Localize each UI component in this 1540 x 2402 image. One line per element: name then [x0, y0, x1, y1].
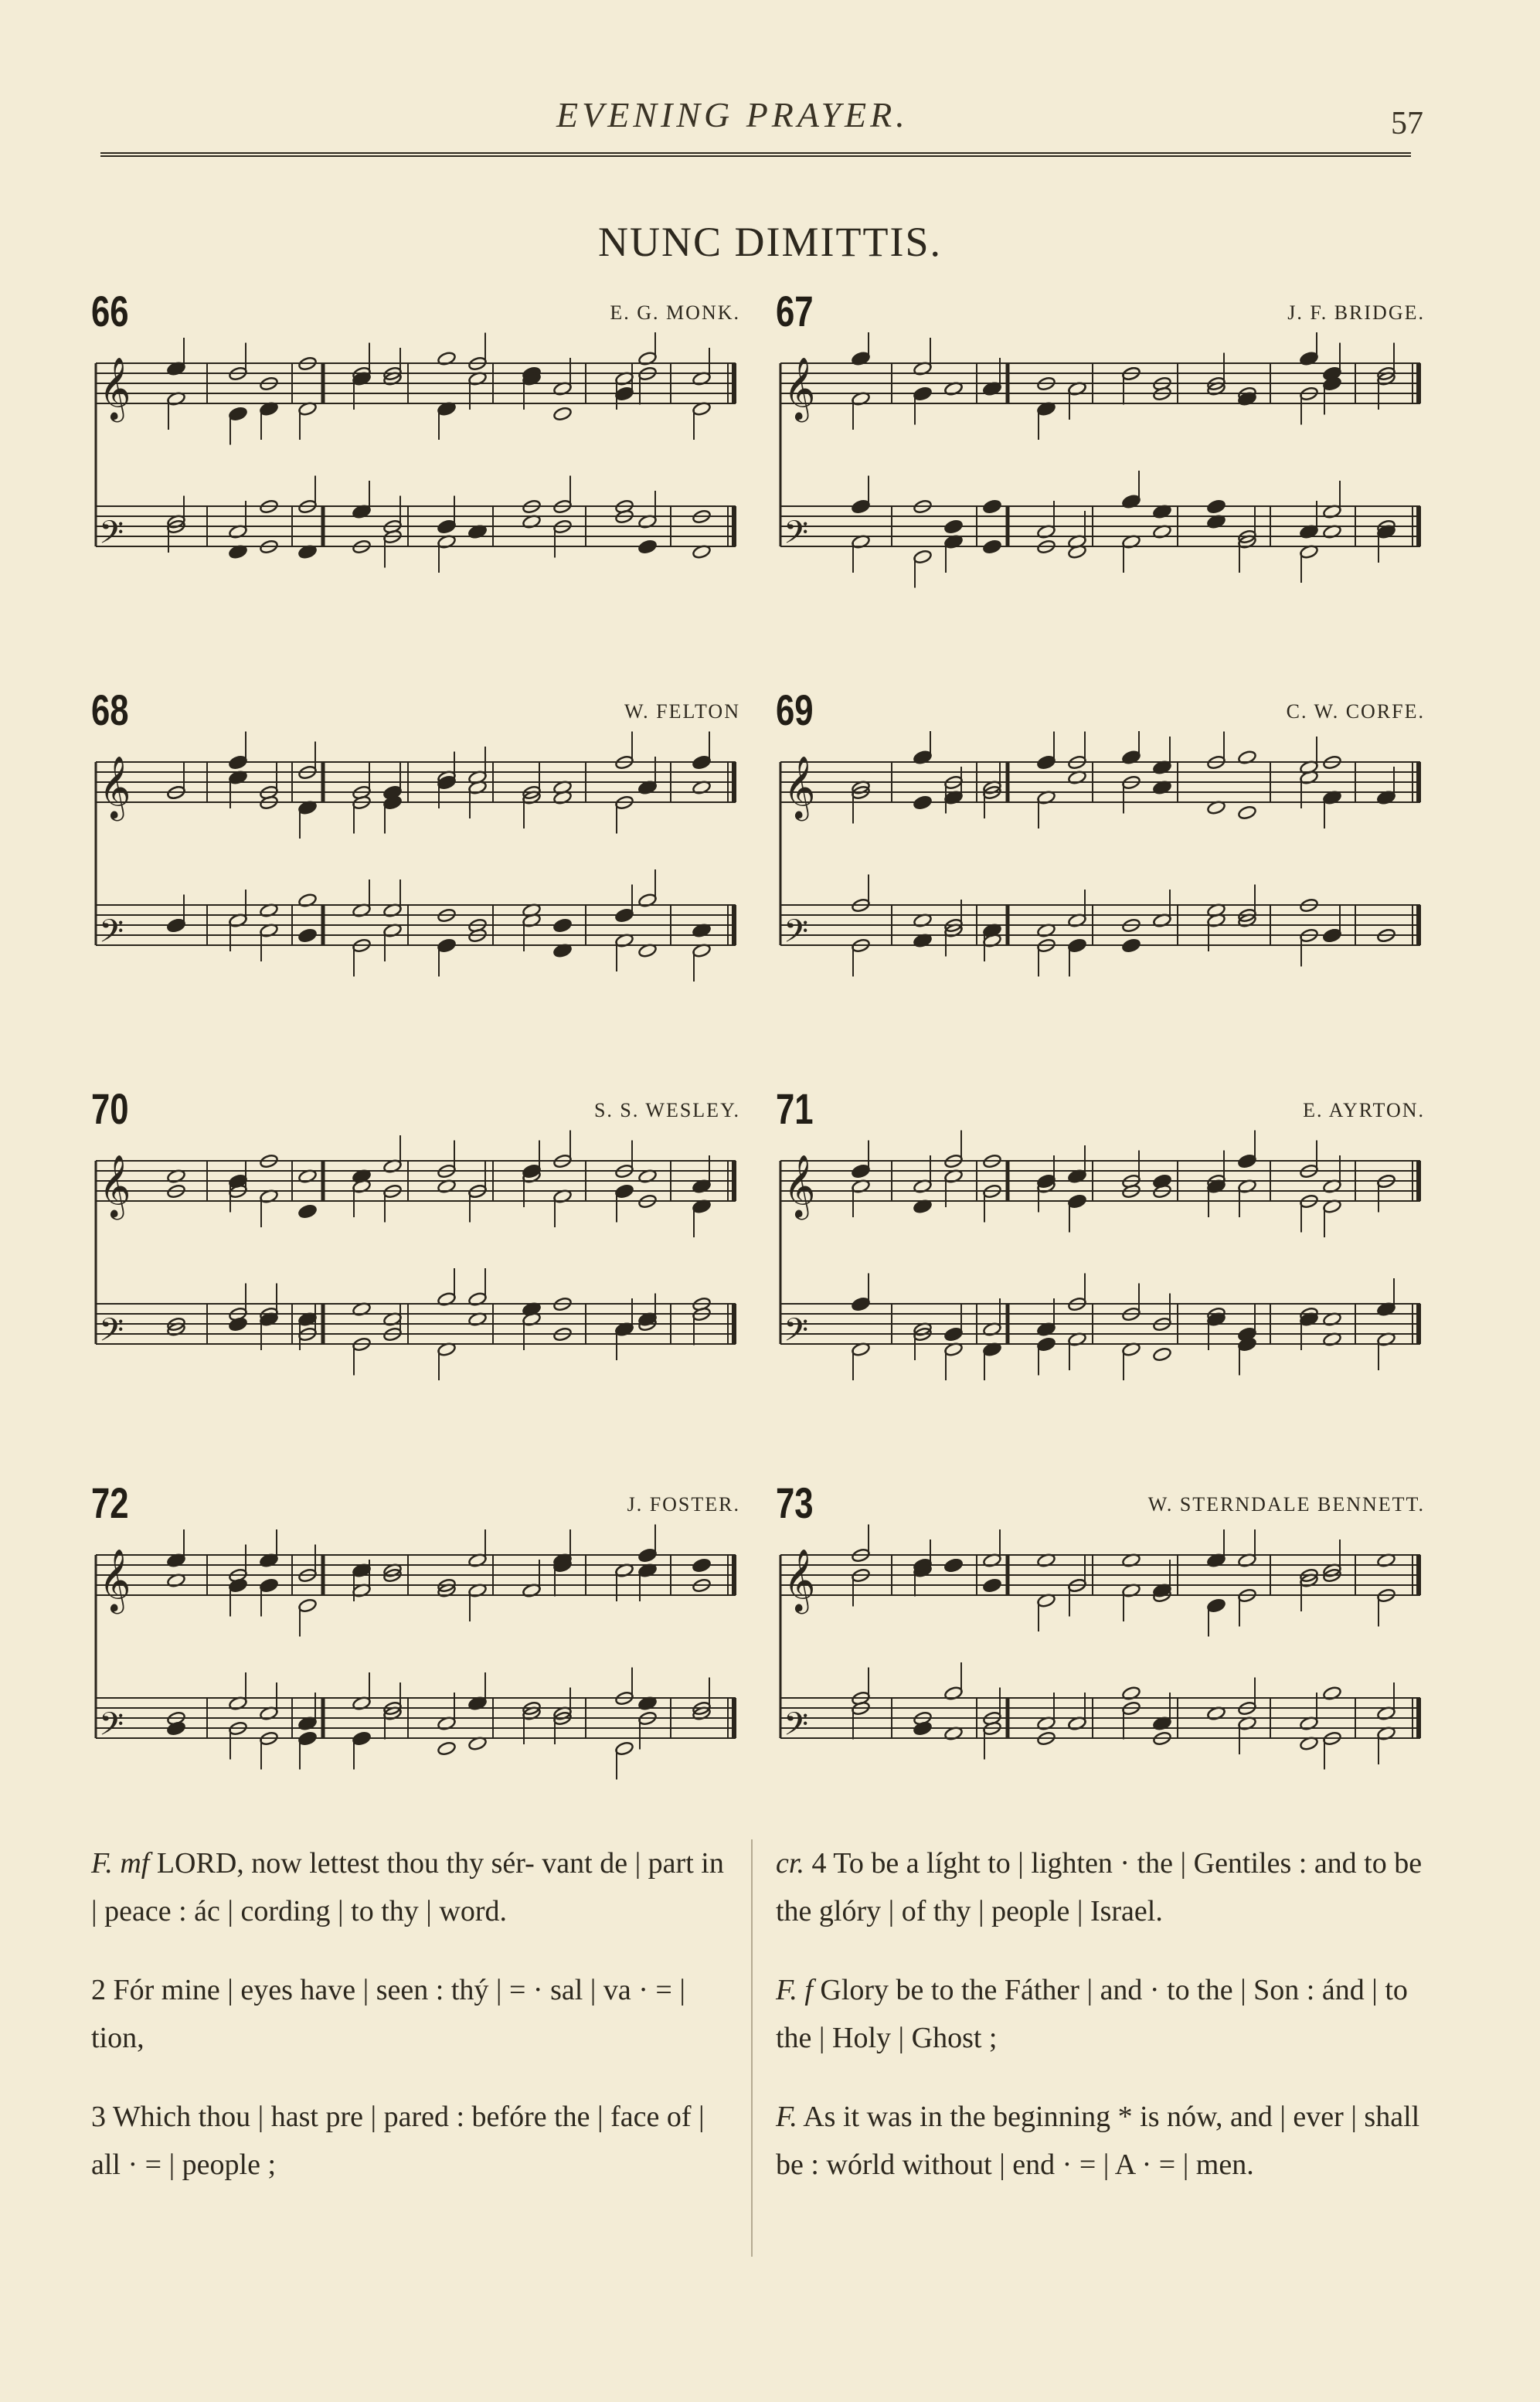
verse [776, 2093, 1425, 2189]
note-head [692, 1558, 711, 1574]
verse-text: 2 Fór mine | eyes have | seen : thý | = · sal | va · = | tion, [91, 1974, 685, 2054]
tune-number: 73 [776, 1478, 814, 1527]
composer-name: E. G. MONK. [610, 301, 740, 324]
chant-score [776, 1524, 1425, 1810]
composer-name: E. AYRTON. [1303, 1099, 1425, 1121]
note-head [437, 938, 456, 954]
composer-name: J. F. BRIDGE. [1287, 301, 1425, 324]
chant-score [776, 1130, 1425, 1416]
verse [776, 1839, 1425, 1935]
chant-score [91, 1524, 740, 1810]
note-head [982, 499, 1001, 515]
bass-clef-icon: 𝄢 [99, 1706, 124, 1750]
note-head [913, 795, 932, 811]
treble-clef-icon: 𝄞 [784, 1548, 816, 1611]
note-head [166, 918, 185, 934]
note-head [637, 1548, 657, 1563]
note-head [614, 1741, 634, 1757]
dynamic-mark: F. mf [91, 1847, 150, 1880]
tune-number: 68 [91, 686, 129, 734]
note-head [1036, 1337, 1056, 1352]
tune-number: 67 [776, 287, 814, 335]
verse-text: As it was in the beginning * is nów, and | ever | shall be : wórld without | end · = | A · = | men. [776, 2101, 1420, 2181]
dynamic-mark: F. [776, 2101, 797, 2133]
note-head [297, 1204, 317, 1220]
chant-score [91, 731, 740, 1017]
tune-68 [91, 685, 740, 1025]
tune-72 [91, 1478, 740, 1818]
bass-clef-icon: 𝄢 [784, 913, 809, 958]
note-head [692, 755, 711, 771]
composer-name: W. FELTON [624, 700, 740, 723]
note-head [228, 407, 247, 422]
chant-score [776, 731, 1425, 1017]
treble-clef-icon: 𝄞 [99, 1154, 131, 1217]
note-head [1036, 755, 1056, 771]
note-head [637, 539, 657, 555]
verse [91, 1966, 733, 2062]
dynamic-mark: F. f [776, 1974, 813, 2006]
note-head [1067, 938, 1086, 954]
note-head [851, 1164, 870, 1179]
note-head [1152, 1347, 1171, 1363]
verse [91, 1839, 733, 1935]
chant-score [91, 1130, 740, 1416]
treble-clef-icon: 𝄞 [99, 356, 131, 420]
chant-score [776, 332, 1425, 618]
tune-67 [776, 286, 1425, 626]
section-title: NUNC DIMITTIS. [598, 219, 942, 265]
tune-69 [776, 685, 1425, 1025]
verses-right-column [776, 1839, 1425, 2220]
tune-number: 69 [776, 686, 814, 734]
tune-number: 66 [91, 287, 129, 335]
page-number: 57 [1391, 106, 1423, 141]
treble-clef-icon: 𝄞 [784, 356, 816, 420]
chant-score [91, 332, 740, 618]
note-head [982, 539, 1001, 555]
note-head [1206, 1598, 1226, 1614]
note-head [228, 755, 247, 771]
note-head [913, 386, 932, 402]
treble-clef-icon: 𝄞 [99, 1548, 131, 1611]
dynamic-mark: cr. [776, 1847, 804, 1880]
note-head [943, 1327, 963, 1342]
note-head [297, 928, 317, 944]
tune-66 [91, 286, 740, 626]
header-rule [100, 152, 1411, 157]
treble-clef-icon: 𝄞 [784, 1154, 816, 1217]
composer-name: C. W. CORFE. [1286, 700, 1425, 723]
running-title: EVENING PRAYER. [556, 95, 909, 134]
tune-number: 70 [91, 1084, 129, 1133]
bass-clef-icon: 𝄢 [784, 514, 809, 559]
tune-70 [91, 1084, 740, 1424]
verse-text: Glory be to the Fáther | and · to the | Son : ánd | to the | Holy | Ghost ; [776, 1974, 1408, 2054]
treble-clef-icon: 𝄞 [784, 755, 816, 818]
note-head [259, 1578, 278, 1594]
note-head [943, 519, 963, 535]
note-head [614, 1184, 634, 1199]
verse [776, 1966, 1425, 2062]
composer-name: S. S. WESLEY. [593, 1099, 740, 1121]
note-head [552, 918, 572, 934]
note-head [1206, 499, 1226, 515]
note-head [297, 1598, 317, 1614]
tune-73 [776, 1478, 1425, 1818]
bass-clef-icon: 𝄢 [784, 1312, 809, 1356]
bass-clef-icon: 𝄢 [99, 514, 124, 559]
note-head [614, 386, 634, 402]
column-divider [751, 1839, 753, 2257]
note-head [552, 407, 572, 422]
note-head [851, 1297, 870, 1312]
note-head [851, 499, 870, 515]
treble-clef-icon: 𝄞 [99, 755, 131, 818]
verses-left-column [91, 1839, 733, 2220]
verse-text: LORD, now lettest thou thy sér- vant de | part in | peace : ác | cording | to thy | word. [91, 1847, 724, 1927]
verse-text: 3 Which thou | hast pre | pared : befóre the | face of | all · = | people ; [91, 2101, 705, 2181]
note-head [943, 1558, 963, 1574]
note-head [982, 1578, 1001, 1594]
note-head [913, 549, 932, 565]
tune-71 [776, 1084, 1425, 1424]
bass-clef-icon: 𝄢 [784, 1706, 809, 1750]
note-head [437, 519, 456, 535]
verse-text: 4 To be a líght to | lighten · the | Gentiles : and to be the glóry | of thy | people | Israel. [776, 1847, 1423, 1927]
tune-number: 71 [776, 1084, 814, 1133]
bass-clef-icon: 𝄢 [99, 913, 124, 958]
note-head [1237, 1154, 1256, 1169]
note-head [1121, 938, 1141, 954]
verse [91, 2093, 733, 2189]
note-head [1237, 805, 1256, 821]
note-head [614, 908, 634, 924]
tune-number: 72 [91, 1478, 129, 1527]
composer-name: J. FOSTER. [627, 1493, 740, 1516]
note-head [437, 1741, 456, 1757]
note-head [1067, 1194, 1086, 1210]
note-head [297, 1731, 317, 1747]
note-head [352, 1731, 371, 1747]
composer-name: W. STERNDALE BENNETT. [1147, 1493, 1425, 1516]
bass-clef-icon: 𝄢 [99, 1312, 124, 1356]
